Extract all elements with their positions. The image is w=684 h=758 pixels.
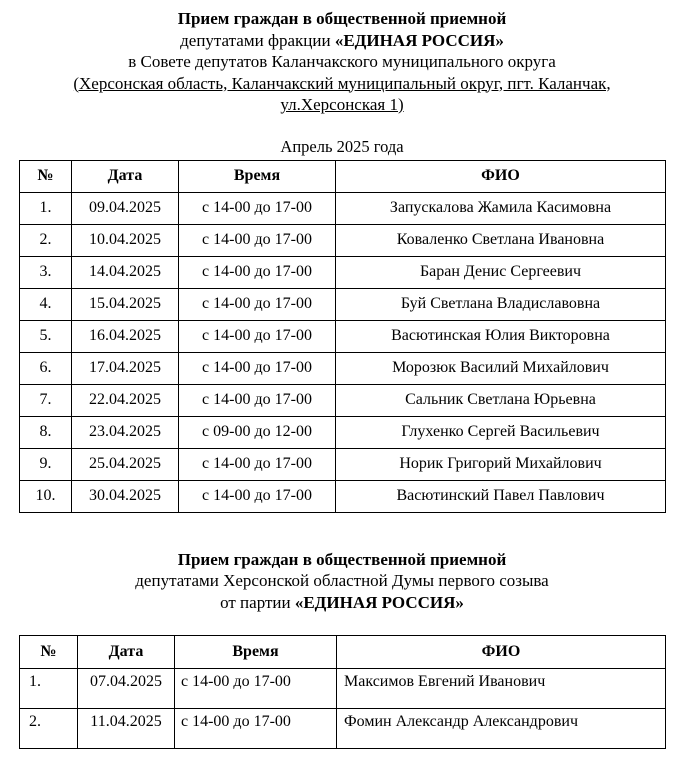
- cell-date: 17.04.2025: [72, 352, 179, 384]
- table-row: [20, 416, 666, 448]
- cell-date: 23.04.2025: [72, 416, 179, 448]
- cell-time: с 09-00 до 12-00: [179, 416, 336, 448]
- section1-heading-line2-prefix: депутатами фракции: [180, 30, 335, 50]
- section2-heading-line1: Прием граждан в общественной приемной: [177, 549, 507, 569]
- cell-number: 9.: [20, 448, 72, 480]
- cell-number: 7.: [20, 384, 72, 416]
- section1-heading-party-name: «ЕДИНАЯ РОССИЯ»: [334, 30, 504, 50]
- cell-date: 30.04.2025: [72, 480, 179, 512]
- cell-date: 16.04.2025: [72, 320, 179, 352]
- column-header-number: №: [20, 160, 72, 192]
- section1-heading-line3: в Совете депутатов Каланчакского муниципального округа: [128, 52, 556, 71]
- cell-name: Буй Светлана Владиславовна: [336, 288, 666, 320]
- section1-address-line2: ул.Херсонская 1): [280, 95, 404, 114]
- cell-number: 2.: [20, 709, 78, 749]
- reception-table-duma: [19, 635, 666, 749]
- table-row: [20, 320, 666, 352]
- table-row: [20, 288, 666, 320]
- cell-name: Коваленко Светлана Ивановна: [336, 224, 666, 256]
- section1-address-line1: (Херсонская область, Каланчакский муниципальный округ, пгт. Каланчак,: [73, 73, 611, 93]
- cell-date: 14.04.2025: [72, 256, 179, 288]
- cell-time: с 14-00 до 17-00: [175, 709, 337, 749]
- column-header-date: Дата: [78, 636, 175, 669]
- cell-date: 25.04.2025: [72, 448, 179, 480]
- cell-time: с 14-00 до 17-00: [179, 192, 336, 224]
- section1-heading-line2: [0, 30, 684, 52]
- cell-time: с 14-00 до 17-00: [179, 320, 336, 352]
- cell-date: 22.04.2025: [72, 384, 179, 416]
- month-title: Апрель 2025 года: [280, 136, 404, 156]
- cell-number: 2.: [20, 224, 72, 256]
- column-header-time: Время: [179, 160, 336, 192]
- cell-name: Баран Денис Сергеевич: [336, 256, 666, 288]
- cell-time: с 14-00 до 17-00: [179, 384, 336, 416]
- cell-name: Васютинский Павел Павлович: [336, 480, 666, 512]
- cell-name: Запускалова Жамила Касимовна: [336, 192, 666, 224]
- cell-time: с 14-00 до 17-00: [179, 480, 336, 512]
- section2-heading: [0, 549, 684, 614]
- cell-number: 3.: [20, 256, 72, 288]
- table-row: [20, 224, 666, 256]
- cell-number: 1.: [20, 669, 78, 709]
- section2-heading-line3-prefix: от партии: [220, 592, 295, 612]
- table-row: [20, 709, 666, 749]
- table-row: [20, 352, 666, 384]
- cell-name: Норик Григорий Михайлович: [336, 448, 666, 480]
- section1-heading: [0, 8, 684, 116]
- table-row: [20, 448, 666, 480]
- cell-number: 5.: [20, 320, 72, 352]
- table-row: [20, 256, 666, 288]
- cell-time: с 14-00 до 17-00: [179, 224, 336, 256]
- table-header-row: [20, 636, 666, 669]
- column-header-number: №: [20, 636, 78, 669]
- column-header-time: Время: [175, 636, 337, 669]
- cell-date: 11.04.2025: [78, 709, 175, 749]
- column-header-name: ФИО: [336, 160, 666, 192]
- cell-time: с 14-00 до 17-00: [179, 256, 336, 288]
- section2-heading-party-name: «ЕДИНАЯ РОССИЯ»: [294, 592, 464, 612]
- cell-name: Фомин Александр Александрович: [337, 709, 666, 749]
- column-header-date: Дата: [72, 160, 179, 192]
- cell-date: 07.04.2025: [78, 669, 175, 709]
- cell-name: Морозюк Василий Михайлович: [336, 352, 666, 384]
- section2-heading-line3: [0, 592, 684, 614]
- cell-date: 15.04.2025: [72, 288, 179, 320]
- cell-time: с 14-00 до 17-00: [179, 448, 336, 480]
- cell-number: 10.: [20, 480, 72, 512]
- table-row: [20, 669, 666, 709]
- reception-table-april: [19, 160, 666, 513]
- cell-name: Максимов Евгений Иванович: [337, 669, 666, 709]
- table-row: [20, 480, 666, 512]
- cell-name: Глухенко Сергей Васильевич: [336, 416, 666, 448]
- cell-date: 10.04.2025: [72, 224, 179, 256]
- cell-time: с 14-00 до 17-00: [179, 352, 336, 384]
- column-header-name: ФИО: [337, 636, 666, 669]
- table-header-row: [20, 160, 666, 192]
- cell-name: Сальник Светлана Юрьевна: [336, 384, 666, 416]
- cell-number: 1.: [20, 192, 72, 224]
- section1-heading-line1: Прием граждан в общественной приемной: [177, 9, 507, 28]
- cell-name: Васютинская Юлия Викторовна: [336, 320, 666, 352]
- cell-time: с 14-00 до 17-00: [179, 288, 336, 320]
- cell-number: 4.: [20, 288, 72, 320]
- table-row: [20, 384, 666, 416]
- table-row: [20, 192, 666, 224]
- cell-number: 6.: [20, 352, 72, 384]
- cell-date: 09.04.2025: [72, 192, 179, 224]
- cell-time: с 14-00 до 17-00: [175, 669, 337, 709]
- cell-number: 8.: [20, 416, 72, 448]
- section2-heading-line2: депутатами Херсонской областной Думы первого созыва: [135, 571, 549, 590]
